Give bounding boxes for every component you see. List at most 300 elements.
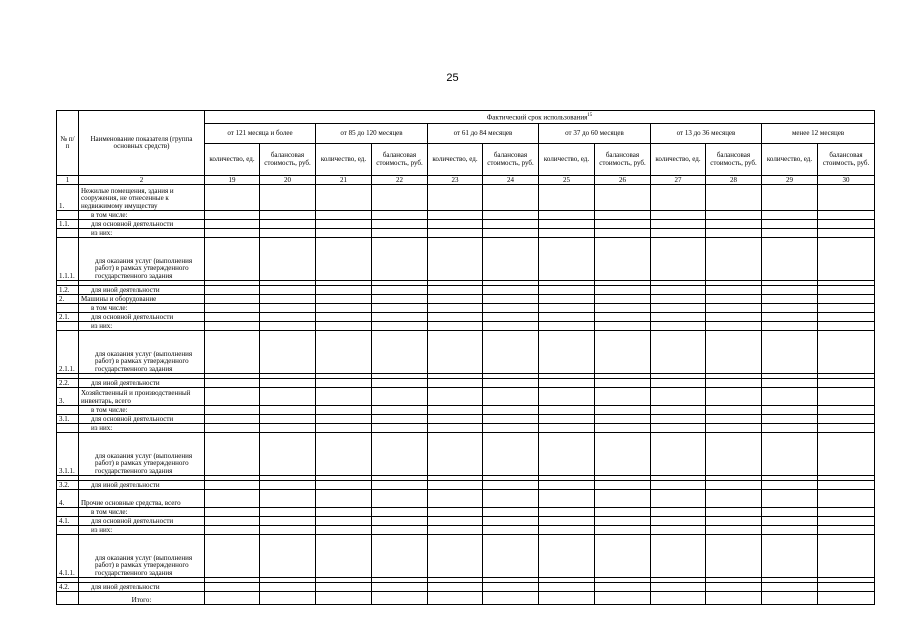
value-cell[interactable]	[706, 304, 762, 313]
value-cell[interactable]	[205, 424, 260, 433]
value-cell[interactable]	[706, 238, 762, 281]
value-cell[interactable]	[316, 304, 372, 313]
value-cell[interactable]	[539, 490, 595, 508]
value-cell[interactable]	[205, 526, 260, 535]
value-cell[interactable]	[428, 517, 483, 526]
value-cell[interactable]	[539, 517, 595, 526]
value-cell[interactable]	[260, 286, 316, 295]
value-cell[interactable]	[762, 508, 818, 517]
value-cell[interactable]	[651, 211, 706, 220]
value-cell[interactable]	[260, 229, 316, 238]
value-cell[interactable]	[539, 433, 595, 476]
value-cell[interactable]	[706, 508, 762, 517]
value-cell[interactable]	[539, 313, 595, 322]
value-cell[interactable]	[818, 424, 875, 433]
value-cell[interactable]	[483, 517, 539, 526]
value-cell[interactable]	[818, 535, 875, 578]
value-cell[interactable]	[706, 433, 762, 476]
value-cell[interactable]	[316, 406, 372, 415]
value-cell[interactable]	[762, 517, 818, 526]
value-cell[interactable]	[595, 331, 651, 374]
value-cell[interactable]	[316, 433, 372, 476]
total-value-cell[interactable]	[205, 592, 260, 605]
value-cell[interactable]	[483, 286, 539, 295]
value-cell[interactable]	[595, 526, 651, 535]
value-cell[interactable]	[483, 229, 539, 238]
value-cell[interactable]	[316, 508, 372, 517]
value-cell[interactable]	[316, 211, 372, 220]
value-cell[interactable]	[372, 433, 428, 476]
value-cell[interactable]	[316, 583, 372, 592]
value-cell[interactable]	[762, 379, 818, 388]
value-cell[interactable]	[260, 535, 316, 578]
value-cell[interactable]	[651, 508, 706, 517]
value-cell[interactable]	[651, 535, 706, 578]
value-cell[interactable]	[706, 286, 762, 295]
value-cell[interactable]	[372, 583, 428, 592]
value-cell[interactable]	[818, 433, 875, 476]
value-cell[interactable]	[372, 379, 428, 388]
value-cell[interactable]	[205, 517, 260, 526]
value-cell[interactable]	[205, 331, 260, 374]
value-cell[interactable]	[595, 424, 651, 433]
total-value-cell[interactable]	[706, 592, 762, 605]
value-cell[interactable]	[260, 304, 316, 313]
value-cell[interactable]	[372, 490, 428, 508]
value-cell[interactable]	[372, 229, 428, 238]
value-cell[interactable]	[483, 415, 539, 424]
value-cell[interactable]	[818, 286, 875, 295]
value-cell[interactable]	[762, 388, 818, 406]
value-cell[interactable]	[316, 220, 372, 229]
value-cell[interactable]	[316, 331, 372, 374]
value-cell[interactable]	[706, 481, 762, 490]
value-cell[interactable]	[595, 304, 651, 313]
value-cell[interactable]	[651, 322, 706, 331]
value-cell[interactable]	[595, 583, 651, 592]
value-cell[interactable]	[595, 415, 651, 424]
value-cell[interactable]	[539, 415, 595, 424]
total-value-cell[interactable]	[651, 592, 706, 605]
value-cell[interactable]	[818, 526, 875, 535]
value-cell[interactable]	[260, 415, 316, 424]
value-cell[interactable]	[205, 185, 260, 211]
value-cell[interactable]	[428, 535, 483, 578]
value-cell[interactable]	[706, 406, 762, 415]
value-cell[interactable]	[372, 331, 428, 374]
value-cell[interactable]	[539, 185, 595, 211]
value-cell[interactable]	[818, 415, 875, 424]
value-cell[interactable]	[372, 286, 428, 295]
value-cell[interactable]	[316, 286, 372, 295]
value-cell[interactable]	[260, 433, 316, 476]
value-cell[interactable]	[316, 379, 372, 388]
value-cell[interactable]	[316, 295, 372, 304]
value-cell[interactable]	[260, 517, 316, 526]
value-cell[interactable]	[539, 331, 595, 374]
value-cell[interactable]	[651, 238, 706, 281]
value-cell[interactable]	[372, 508, 428, 517]
value-cell[interactable]	[539, 526, 595, 535]
value-cell[interactable]	[483, 508, 539, 517]
value-cell[interactable]	[428, 490, 483, 508]
value-cell[interactable]	[205, 415, 260, 424]
value-cell[interactable]	[428, 313, 483, 322]
value-cell[interactable]	[539, 535, 595, 578]
value-cell[interactable]	[260, 388, 316, 406]
value-cell[interactable]	[372, 535, 428, 578]
value-cell[interactable]	[818, 211, 875, 220]
value-cell[interactable]	[651, 481, 706, 490]
value-cell[interactable]	[205, 304, 260, 313]
value-cell[interactable]	[483, 433, 539, 476]
value-cell[interactable]	[372, 238, 428, 281]
value-cell[interactable]	[539, 238, 595, 281]
value-cell[interactable]	[762, 424, 818, 433]
value-cell[interactable]	[762, 331, 818, 374]
value-cell[interactable]	[651, 517, 706, 526]
value-cell[interactable]	[428, 238, 483, 281]
value-cell[interactable]	[428, 526, 483, 535]
value-cell[interactable]	[316, 313, 372, 322]
value-cell[interactable]	[483, 406, 539, 415]
value-cell[interactable]	[762, 185, 818, 211]
value-cell[interactable]	[706, 229, 762, 238]
value-cell[interactable]	[706, 211, 762, 220]
value-cell[interactable]	[205, 490, 260, 508]
value-cell[interactable]	[651, 415, 706, 424]
value-cell[interactable]	[483, 526, 539, 535]
value-cell[interactable]	[539, 286, 595, 295]
value-cell[interactable]	[539, 424, 595, 433]
value-cell[interactable]	[205, 295, 260, 304]
value-cell[interactable]	[651, 526, 706, 535]
value-cell[interactable]	[762, 406, 818, 415]
value-cell[interactable]	[205, 220, 260, 229]
value-cell[interactable]	[651, 424, 706, 433]
value-cell[interactable]	[651, 433, 706, 476]
value-cell[interactable]	[372, 304, 428, 313]
value-cell[interactable]	[483, 583, 539, 592]
value-cell[interactable]	[316, 490, 372, 508]
value-cell[interactable]	[818, 379, 875, 388]
value-cell[interactable]	[595, 211, 651, 220]
value-cell[interactable]	[595, 508, 651, 517]
value-cell[interactable]	[595, 220, 651, 229]
value-cell[interactable]	[706, 424, 762, 433]
value-cell[interactable]	[818, 490, 875, 508]
value-cell[interactable]	[483, 535, 539, 578]
value-cell[interactable]	[595, 406, 651, 415]
value-cell[interactable]	[260, 508, 316, 517]
total-value-cell[interactable]	[428, 592, 483, 605]
total-value-cell[interactable]	[818, 592, 875, 605]
value-cell[interactable]	[205, 322, 260, 331]
value-cell[interactable]	[483, 490, 539, 508]
value-cell[interactable]	[595, 185, 651, 211]
value-cell[interactable]	[818, 185, 875, 211]
value-cell[interactable]	[205, 481, 260, 490]
value-cell[interactable]	[260, 185, 316, 211]
value-cell[interactable]	[316, 517, 372, 526]
value-cell[interactable]	[762, 415, 818, 424]
value-cell[interactable]	[651, 331, 706, 374]
value-cell[interactable]	[260, 526, 316, 535]
value-cell[interactable]	[818, 220, 875, 229]
value-cell[interactable]	[539, 229, 595, 238]
value-cell[interactable]	[428, 415, 483, 424]
value-cell[interactable]	[316, 185, 372, 211]
value-cell[interactable]	[595, 433, 651, 476]
value-cell[interactable]	[595, 379, 651, 388]
value-cell[interactable]	[428, 286, 483, 295]
total-value-cell[interactable]	[260, 592, 316, 605]
value-cell[interactable]	[818, 406, 875, 415]
total-value-cell[interactable]	[372, 592, 428, 605]
value-cell[interactable]	[539, 406, 595, 415]
value-cell[interactable]	[205, 535, 260, 578]
value-cell[interactable]	[706, 583, 762, 592]
value-cell[interactable]	[428, 304, 483, 313]
value-cell[interactable]	[651, 295, 706, 304]
value-cell[interactable]	[818, 313, 875, 322]
value-cell[interactable]	[260, 490, 316, 508]
value-cell[interactable]	[651, 286, 706, 295]
value-cell[interactable]	[818, 238, 875, 281]
value-cell[interactable]	[595, 313, 651, 322]
value-cell[interactable]	[483, 424, 539, 433]
value-cell[interactable]	[205, 406, 260, 415]
value-cell[interactable]	[316, 526, 372, 535]
value-cell[interactable]	[651, 388, 706, 406]
value-cell[interactable]	[818, 388, 875, 406]
value-cell[interactable]	[428, 331, 483, 374]
value-cell[interactable]	[428, 295, 483, 304]
value-cell[interactable]	[595, 481, 651, 490]
value-cell[interactable]	[428, 229, 483, 238]
value-cell[interactable]	[260, 331, 316, 374]
value-cell[interactable]	[428, 508, 483, 517]
value-cell[interactable]	[818, 229, 875, 238]
value-cell[interactable]	[483, 331, 539, 374]
value-cell[interactable]	[205, 379, 260, 388]
value-cell[interactable]	[706, 517, 762, 526]
value-cell[interactable]	[205, 508, 260, 517]
value-cell[interactable]	[539, 211, 595, 220]
value-cell[interactable]	[372, 415, 428, 424]
value-cell[interactable]	[428, 583, 483, 592]
value-cell[interactable]	[818, 331, 875, 374]
value-cell[interactable]	[205, 229, 260, 238]
value-cell[interactable]	[260, 295, 316, 304]
value-cell[interactable]	[260, 406, 316, 415]
value-cell[interactable]	[818, 322, 875, 331]
value-cell[interactable]	[651, 229, 706, 238]
value-cell[interactable]	[539, 583, 595, 592]
total-value-cell[interactable]	[595, 592, 651, 605]
value-cell[interactable]	[428, 424, 483, 433]
value-cell[interactable]	[372, 185, 428, 211]
value-cell[interactable]	[706, 535, 762, 578]
value-cell[interactable]	[595, 517, 651, 526]
value-cell[interactable]	[205, 238, 260, 281]
value-cell[interactable]	[539, 295, 595, 304]
value-cell[interactable]	[372, 220, 428, 229]
value-cell[interactable]	[706, 331, 762, 374]
total-value-cell[interactable]	[483, 592, 539, 605]
value-cell[interactable]	[762, 535, 818, 578]
value-cell[interactable]	[762, 322, 818, 331]
value-cell[interactable]	[260, 322, 316, 331]
value-cell[interactable]	[818, 295, 875, 304]
value-cell[interactable]	[483, 220, 539, 229]
value-cell[interactable]	[483, 211, 539, 220]
value-cell[interactable]	[205, 583, 260, 592]
value-cell[interactable]	[372, 424, 428, 433]
value-cell[interactable]	[428, 211, 483, 220]
value-cell[interactable]	[706, 313, 762, 322]
value-cell[interactable]	[539, 304, 595, 313]
value-cell[interactable]	[651, 379, 706, 388]
value-cell[interactable]	[205, 211, 260, 220]
value-cell[interactable]	[595, 286, 651, 295]
value-cell[interactable]	[539, 220, 595, 229]
value-cell[interactable]	[428, 379, 483, 388]
value-cell[interactable]	[818, 517, 875, 526]
value-cell[interactable]	[762, 286, 818, 295]
total-value-cell[interactable]	[762, 592, 818, 605]
value-cell[interactable]	[483, 313, 539, 322]
value-cell[interactable]	[818, 583, 875, 592]
value-cell[interactable]	[316, 229, 372, 238]
value-cell[interactable]	[762, 433, 818, 476]
value-cell[interactable]	[818, 304, 875, 313]
value-cell[interactable]	[316, 238, 372, 281]
value-cell[interactable]	[595, 295, 651, 304]
value-cell[interactable]	[762, 490, 818, 508]
value-cell[interactable]	[372, 481, 428, 490]
value-cell[interactable]	[260, 211, 316, 220]
value-cell[interactable]	[372, 313, 428, 322]
value-cell[interactable]	[651, 304, 706, 313]
value-cell[interactable]	[762, 526, 818, 535]
value-cell[interactable]	[205, 286, 260, 295]
value-cell[interactable]	[539, 388, 595, 406]
value-cell[interactable]	[762, 304, 818, 313]
value-cell[interactable]	[483, 238, 539, 281]
value-cell[interactable]	[762, 238, 818, 281]
value-cell[interactable]	[260, 481, 316, 490]
value-cell[interactable]	[706, 185, 762, 211]
value-cell[interactable]	[260, 424, 316, 433]
value-cell[interactable]	[762, 583, 818, 592]
value-cell[interactable]	[762, 211, 818, 220]
value-cell[interactable]	[595, 490, 651, 508]
value-cell[interactable]	[260, 238, 316, 281]
value-cell[interactable]	[428, 220, 483, 229]
value-cell[interactable]	[483, 388, 539, 406]
value-cell[interactable]	[762, 295, 818, 304]
value-cell[interactable]	[595, 238, 651, 281]
value-cell[interactable]	[316, 322, 372, 331]
value-cell[interactable]	[539, 481, 595, 490]
value-cell[interactable]	[372, 211, 428, 220]
value-cell[interactable]	[595, 322, 651, 331]
total-value-cell[interactable]	[539, 592, 595, 605]
value-cell[interactable]	[316, 481, 372, 490]
total-value-cell[interactable]	[316, 592, 372, 605]
value-cell[interactable]	[706, 415, 762, 424]
value-cell[interactable]	[539, 379, 595, 388]
value-cell[interactable]	[762, 313, 818, 322]
value-cell[interactable]	[706, 220, 762, 229]
value-cell[interactable]	[372, 517, 428, 526]
value-cell[interactable]	[706, 322, 762, 331]
value-cell[interactable]	[260, 313, 316, 322]
value-cell[interactable]	[316, 535, 372, 578]
value-cell[interactable]	[651, 185, 706, 211]
value-cell[interactable]	[428, 406, 483, 415]
value-cell[interactable]	[205, 433, 260, 476]
value-cell[interactable]	[372, 322, 428, 331]
value-cell[interactable]	[483, 295, 539, 304]
value-cell[interactable]	[706, 490, 762, 508]
value-cell[interactable]	[483, 481, 539, 490]
value-cell[interactable]	[428, 433, 483, 476]
value-cell[interactable]	[483, 304, 539, 313]
value-cell[interactable]	[762, 229, 818, 238]
value-cell[interactable]	[706, 526, 762, 535]
value-cell[interactable]	[372, 388, 428, 406]
value-cell[interactable]	[651, 490, 706, 508]
value-cell[interactable]	[428, 322, 483, 331]
value-cell[interactable]	[595, 229, 651, 238]
value-cell[interactable]	[260, 583, 316, 592]
value-cell[interactable]	[651, 313, 706, 322]
value-cell[interactable]	[762, 481, 818, 490]
value-cell[interactable]	[483, 185, 539, 211]
value-cell[interactable]	[205, 313, 260, 322]
value-cell[interactable]	[706, 388, 762, 406]
value-cell[interactable]	[483, 322, 539, 331]
value-cell[interactable]	[818, 508, 875, 517]
value-cell[interactable]	[818, 481, 875, 490]
value-cell[interactable]	[316, 424, 372, 433]
value-cell[interactable]	[762, 220, 818, 229]
value-cell[interactable]	[483, 379, 539, 388]
value-cell[interactable]	[316, 415, 372, 424]
value-cell[interactable]	[260, 379, 316, 388]
value-cell[interactable]	[539, 508, 595, 517]
value-cell[interactable]	[651, 406, 706, 415]
value-cell[interactable]	[539, 322, 595, 331]
value-cell[interactable]	[651, 583, 706, 592]
value-cell[interactable]	[428, 388, 483, 406]
value-cell[interactable]	[651, 220, 706, 229]
value-cell[interactable]	[205, 388, 260, 406]
value-cell[interactable]	[372, 406, 428, 415]
value-cell[interactable]	[595, 388, 651, 406]
value-cell[interactable]	[706, 379, 762, 388]
value-cell[interactable]	[595, 535, 651, 578]
value-cell[interactable]	[372, 526, 428, 535]
value-cell[interactable]	[428, 481, 483, 490]
value-cell[interactable]	[260, 220, 316, 229]
value-cell[interactable]	[706, 295, 762, 304]
value-cell[interactable]	[428, 185, 483, 211]
value-cell[interactable]	[372, 295, 428, 304]
value-cell[interactable]	[316, 388, 372, 406]
